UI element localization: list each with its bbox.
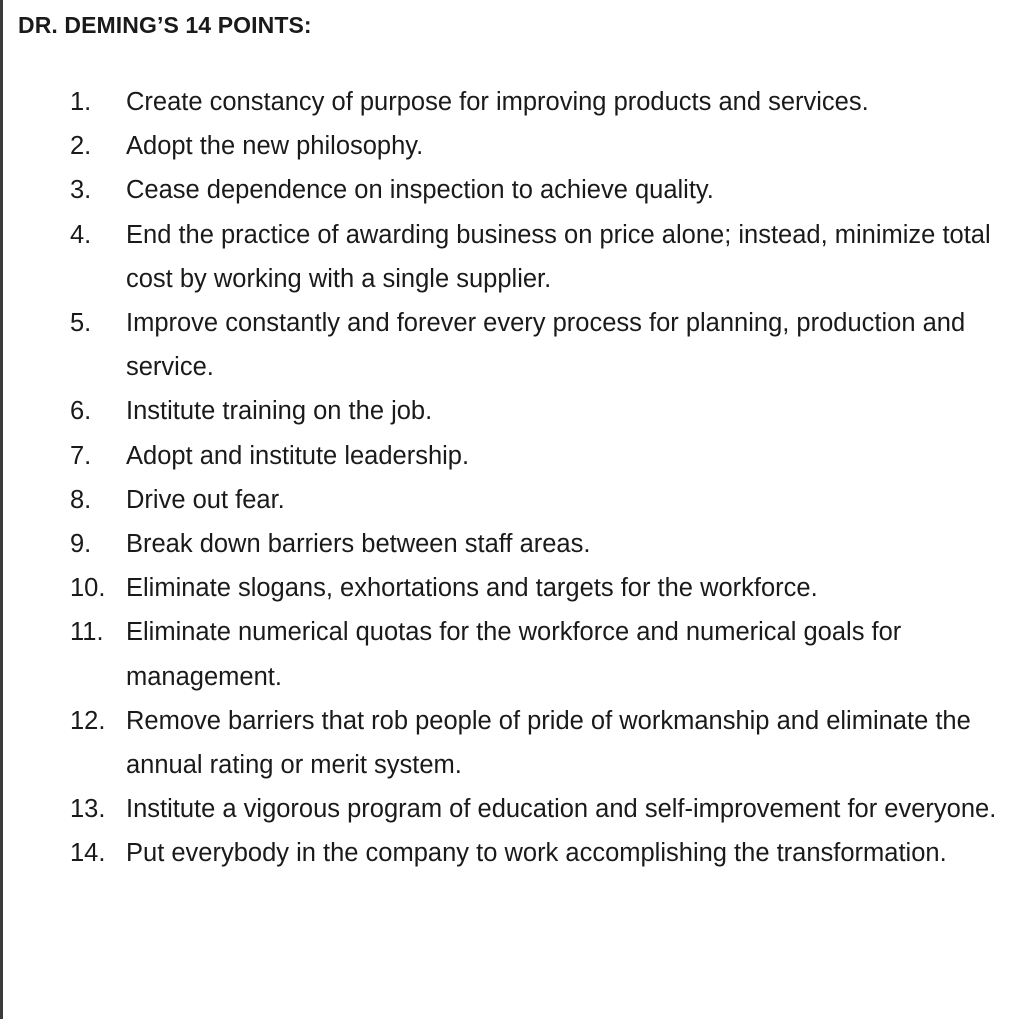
list-item-number: 12.: [70, 706, 106, 735]
list-item-text: End the practice of awarding business on price alone; instead, minimize total cost by working with a single supplier.: [126, 220, 991, 293]
list-item-text: Improve constantly and forever every process for planning, production and service.: [126, 309, 966, 382]
list-item: [70, 389, 1016, 433]
list-item: [70, 80, 1016, 124]
list-item: [70, 522, 1016, 566]
list-item-text: Institute a vigorous program of education and self-improvement for everyone.: [126, 795, 997, 824]
list-item-number: 1.: [70, 88, 92, 116]
list-item: [70, 434, 1016, 478]
list-item: [70, 787, 1016, 831]
list-item-text: Put everybody in the company to work accomplishing the transformation.: [126, 839, 947, 868]
list-item: [70, 831, 1016, 875]
list-item-number: 3.: [70, 176, 92, 205]
document-frame-border: [0, 0, 3, 1019]
list-item-text: Institute training on the job.: [126, 397, 433, 426]
list-item: [70, 168, 1016, 212]
list-item-number: 5.: [70, 309, 92, 338]
points-list: [70, 80, 1016, 876]
list-item-number: 13.: [70, 795, 106, 824]
list-item-number: 8.: [70, 485, 92, 514]
list-item: [70, 566, 1016, 610]
list-item-text: Adopt the new philosophy.: [126, 132, 424, 161]
list-item: [70, 301, 1016, 389]
list-item-number: 2.: [70, 132, 92, 161]
list-item-number: 9.: [70, 530, 92, 559]
document-body: [18, 8, 1024, 868]
list-item-text: Remove barriers that rob people of pride of workmanship and eliminate the annual rating or merit system.: [126, 706, 971, 780]
list-item: [70, 478, 1016, 522]
list-item: [70, 699, 1016, 787]
list-item-text: Create constancy of purpose for improving products and services.: [126, 88, 869, 116]
document-heading: DR. DEMING’S 14 POINTS:: [18, 12, 312, 38]
list-item-number: 6.: [70, 397, 92, 426]
list-item-number: 7.: [70, 441, 92, 470]
list-item: [70, 124, 1016, 168]
list-item: [70, 610, 1016, 698]
list-item-number: 4.: [70, 220, 92, 249]
list-item-text: Eliminate numerical quotas for the workforce and numerical goals for management.: [126, 618, 902, 691]
list-item-number: 11.: [70, 618, 104, 647]
list-item-text: Eliminate slogans, exhortations and targets for the workforce.: [126, 574, 818, 603]
list-item-text: Break down barriers between staff areas.: [126, 530, 591, 559]
list-item-text: Drive out fear.: [126, 485, 285, 514]
list-item-number: 10.: [70, 574, 106, 603]
list-item-text: Adopt and institute leadership.: [126, 441, 470, 470]
list-item-number: 14.: [70, 839, 106, 868]
list-item-text: Cease dependence on inspection to achieve quality.: [126, 176, 714, 205]
list-item: [70, 213, 1016, 301]
